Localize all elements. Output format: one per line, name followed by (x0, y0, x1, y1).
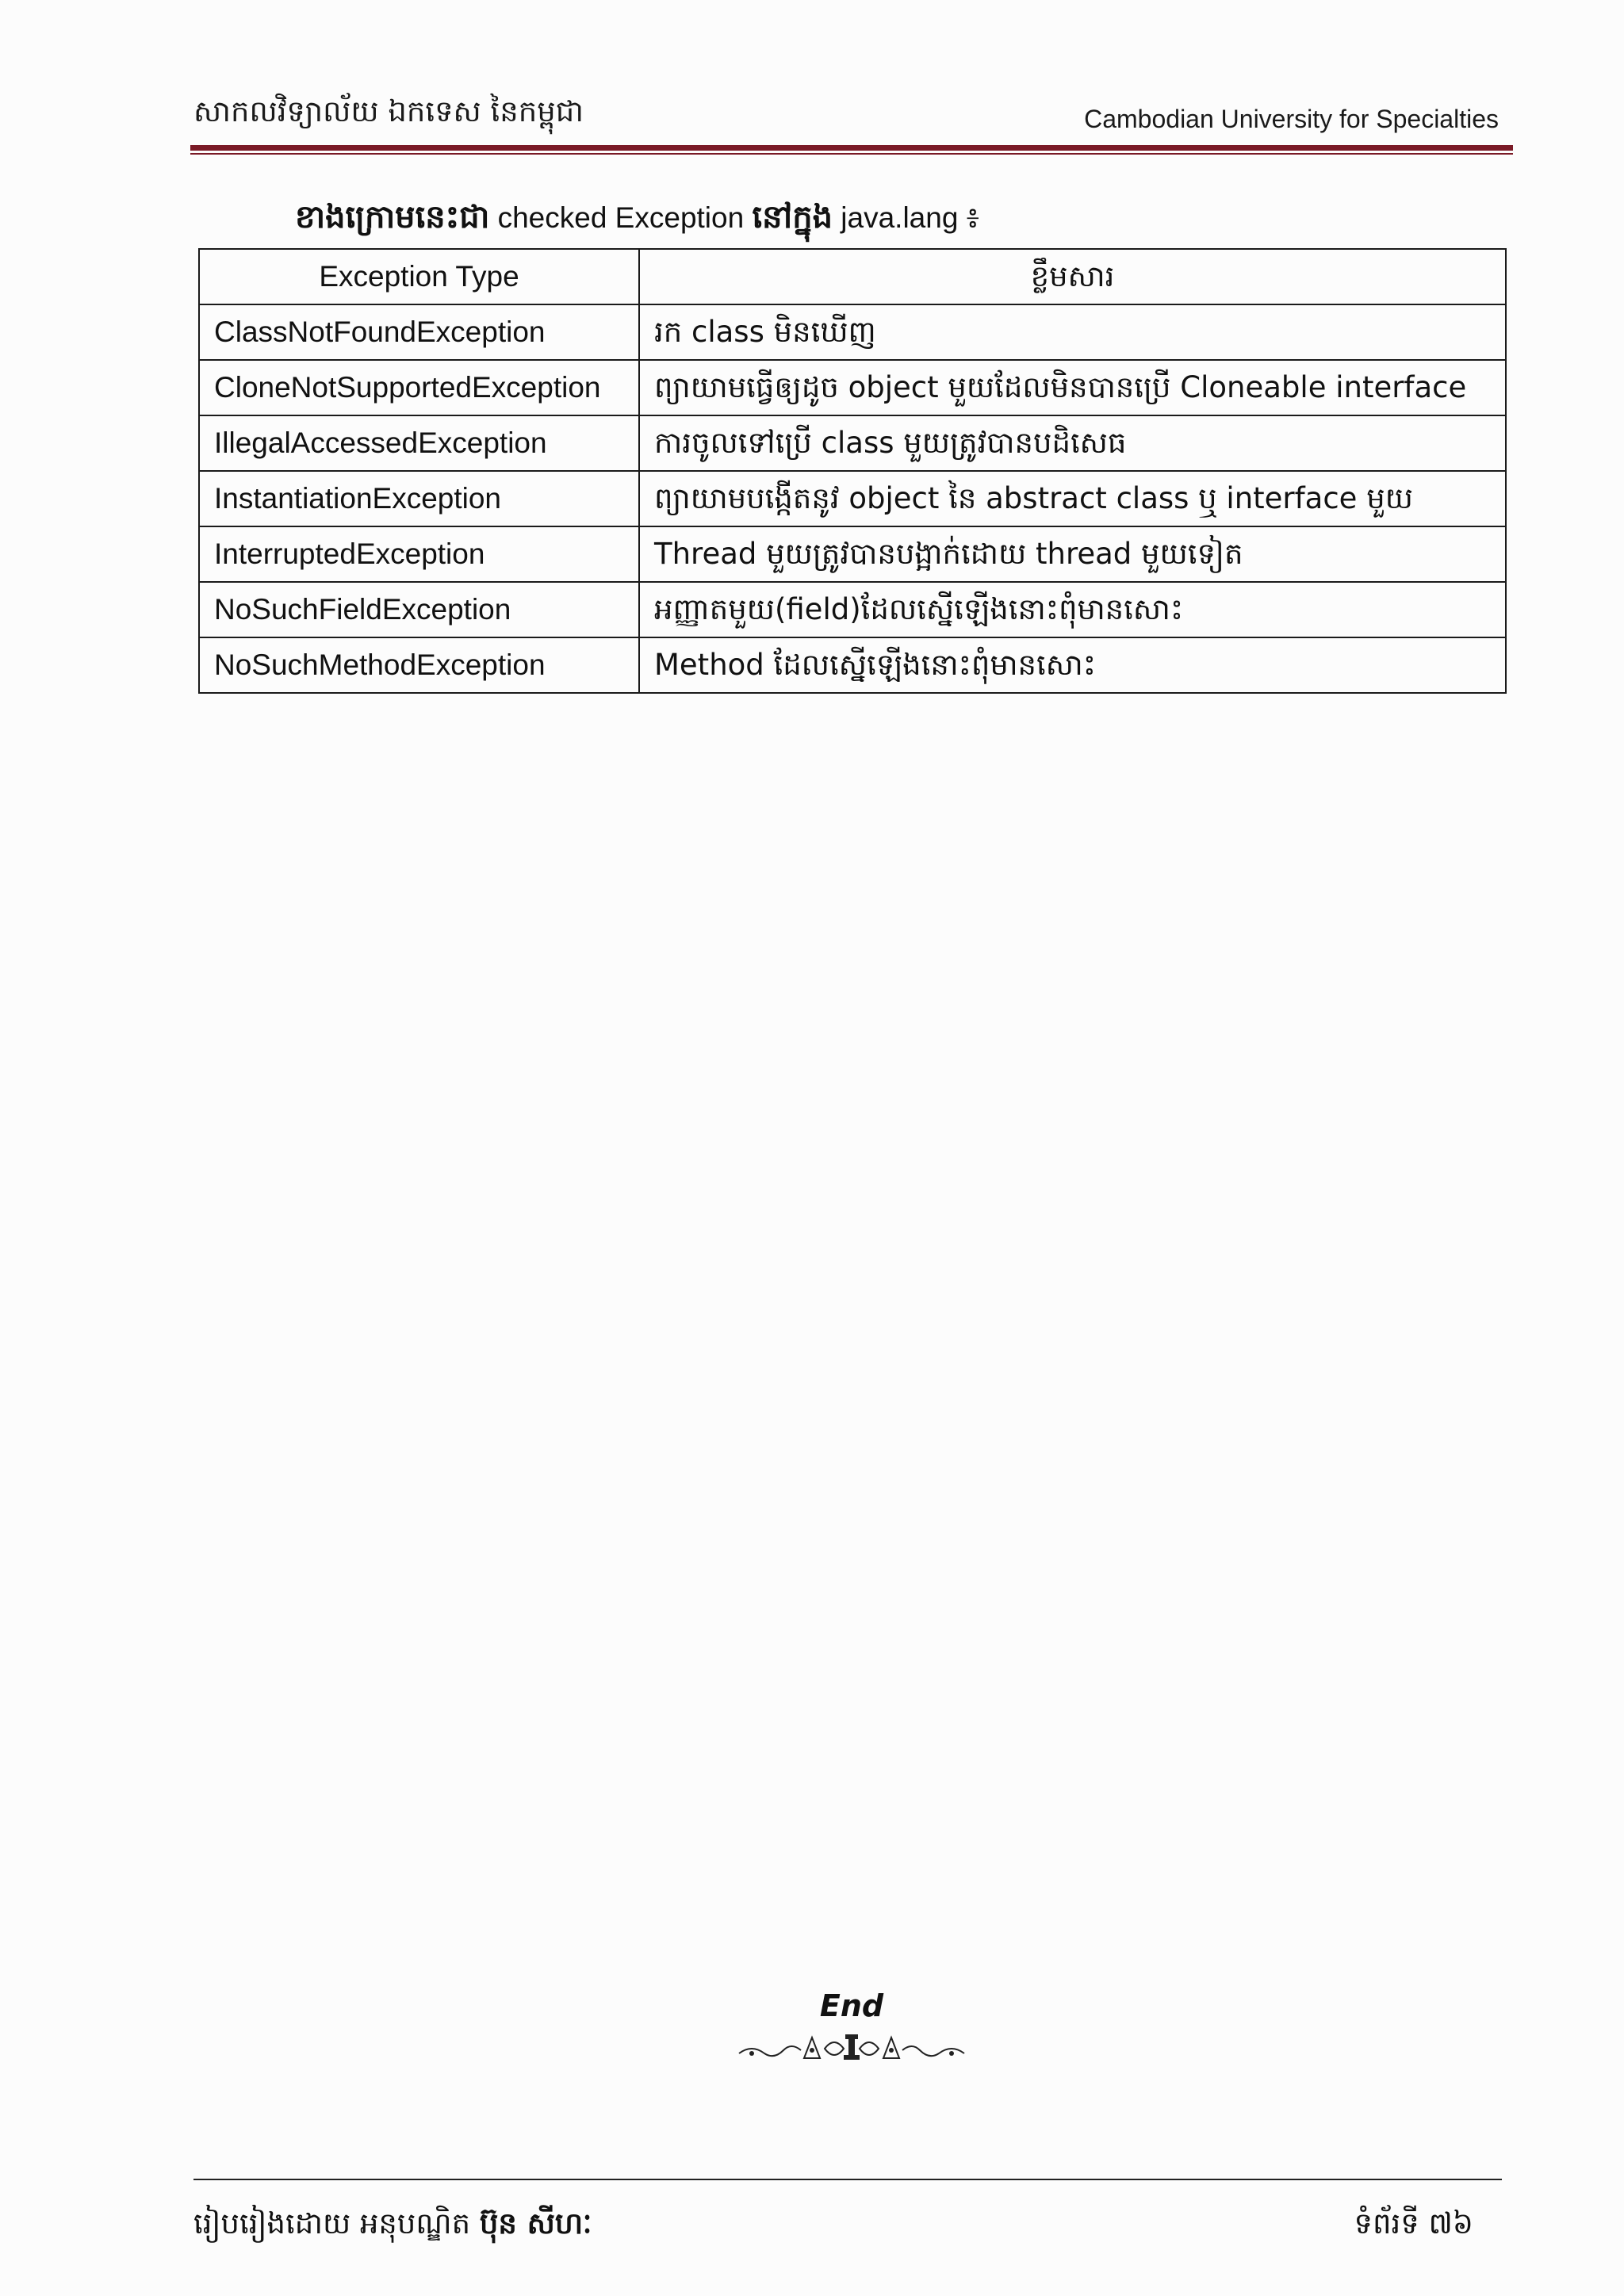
table-row (199, 304, 1506, 360)
exception-type-cell: NoSuchFieldException (199, 582, 639, 637)
header-rule-thick (190, 145, 1513, 151)
footer-author-name: ប៊ុន សីហៈ (479, 2206, 592, 2241)
table-row (199, 526, 1506, 582)
exception-type-cell: IllegalAccessedException (199, 415, 639, 471)
exception-description-cell: ការចូលទៅប្រើ class មួយត្រូវបានបដិសេធ (639, 415, 1506, 471)
header-content: ខ្លឹមសារ (639, 249, 1506, 304)
table-row (199, 415, 1506, 471)
intro-english-suffix: java.lang ៖ (833, 201, 979, 234)
exception-description-cell: ព្យាយាមបង្កើតនូវ object នៃ abstract class ឬ interface មួយ (639, 471, 1506, 526)
intro-sentence (295, 197, 979, 243)
intro-english-middle: checked Exception (489, 201, 753, 234)
exception-description-cell: អញ្ញាតមួយ(field)ដែលស្នើឡើងនោះពុំមានសោះ (639, 582, 1506, 637)
exception-type-cell: NoSuchMethodException (199, 637, 639, 693)
intro-khmer-prefix: ខាងក្រោមនេះជា (295, 199, 490, 235)
table-row (199, 471, 1506, 526)
table-row (199, 360, 1506, 415)
exception-description-cell: Method ដែលស្នើឡើងនោះពុំមានសោះ (639, 637, 1506, 693)
footer-page-number: ទំព័រទី ៧៦ (1354, 2206, 1473, 2241)
exception-description-cell: Thread មួយត្រូវបានបង្អាក់ដោយ thread មួយទៀត (639, 526, 1506, 582)
header-exception-type: Exception Type (199, 249, 639, 304)
exception-type-cell: InstantiationException (199, 471, 639, 526)
header-rule-thin (190, 153, 1513, 155)
table-header-row (199, 249, 1506, 304)
exception-type-cell: CloneNotSupportedException (199, 360, 639, 415)
intro-khmer-in: នៅក្នុង (752, 199, 833, 235)
header-university-english: Cambodian University for Specialties (1084, 105, 1499, 133)
table-row (199, 637, 1506, 693)
ornament-divider-icon (736, 2030, 967, 2066)
table-row (199, 582, 1506, 637)
footer-rule (193, 2179, 1502, 2180)
header-university-khmer: សាកលវិទ្យាល័យ ឯកទេស នៃកម្ពុជា (193, 94, 584, 128)
footer-author (193, 2206, 592, 2248)
exception-description-cell: រក class មិនឃើញ (639, 304, 1506, 360)
exception-description-cell: ព្យាយាមធ្វើឲ្យដូច object មួយដែលមិនបានប្រើ Cloneable interface (639, 360, 1506, 415)
footer-prepared-by: រៀបរៀងដោយ អនុបណ្ឌិត (193, 2206, 471, 2241)
end-title: End (819, 1988, 884, 2023)
exception-type-cell: InterruptedException (199, 526, 639, 582)
exception-type-cell: ClassNotFoundException (199, 304, 639, 360)
exception-table (198, 248, 1507, 694)
